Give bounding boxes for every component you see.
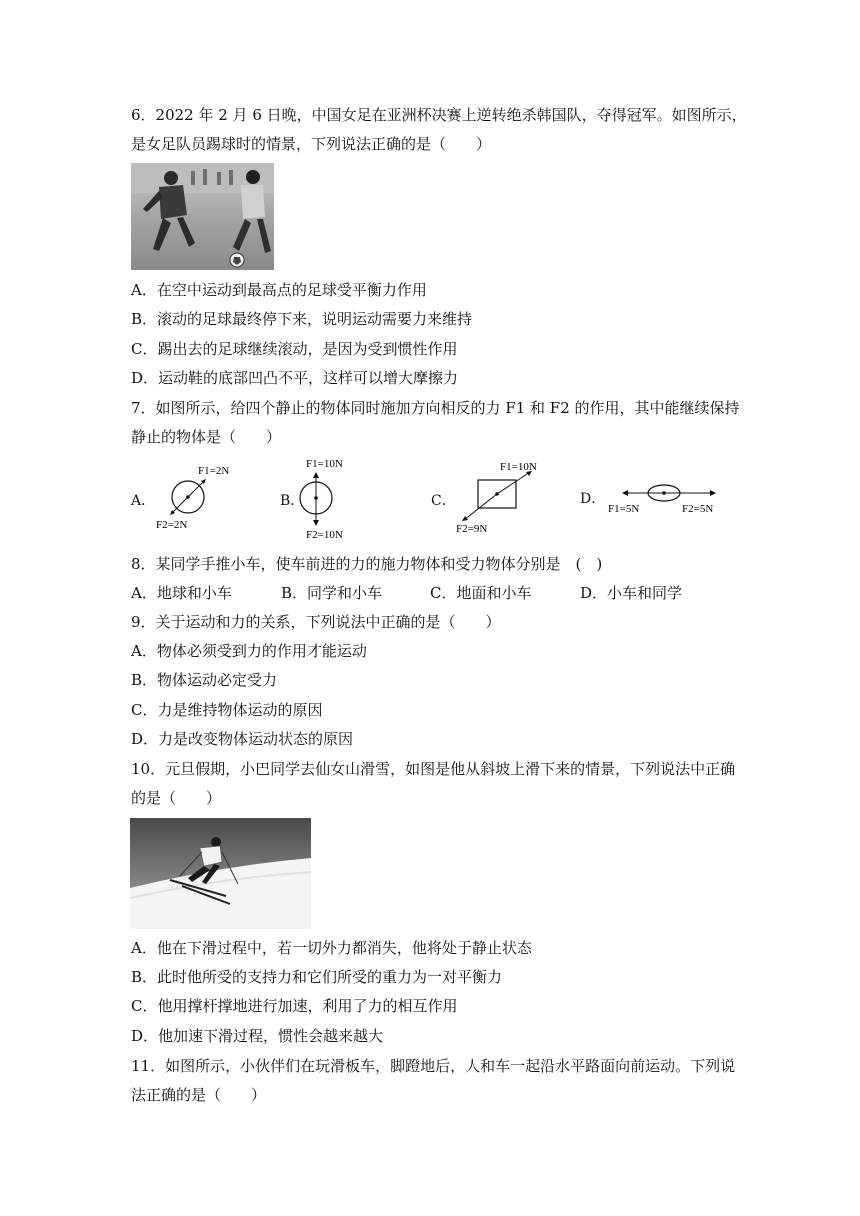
q7-a-f2-label: F2=2N: [156, 519, 188, 531]
q8-option-c: C．地面和小车: [430, 584, 532, 602]
q7-b-f1-label: F1=10N: [306, 458, 343, 470]
q10-option-b: B．此时他所受的支持力和它们所受的重力为一对平衡力: [131, 968, 503, 986]
q7-option-a-figure: [150, 460, 240, 532]
q7-option-a-letter: A．: [131, 493, 156, 509]
q10-option-c: C．他用撑杆撑地进行加速，利用了力的相互作用: [131, 997, 458, 1015]
q7-option-d-letter: D．: [580, 491, 606, 507]
q9-stem: 9．关于运动和力的关系，下列说法中正确的是（ ）: [131, 613, 501, 631]
q7-c-f2-label: F2=9N: [456, 523, 488, 535]
q6-option-a: A．在空中运动到最高点的足球受平衡力作用: [131, 281, 427, 299]
q7-d-f2-label: F2=5N: [682, 503, 714, 515]
q8-option-a: A．地球和小车: [131, 584, 232, 602]
soccer-photo: [131, 163, 274, 270]
q8-stem: 8．某同学手推小车，使车前进的力的施力物体和受力物体分别是 ( ): [131, 555, 603, 573]
q7-stem-line1: 7．如图所示，给四个静止的物体同时施加方向相反的力 F1 和 F2 的作用，其中能继续保持: [131, 399, 740, 417]
q10-option-a: A．他在下滑过程中，若一切外力都消失，他将处于静止状态: [131, 939, 532, 957]
q7-d-f1-label: F1=5N: [608, 503, 640, 515]
q9-option-a: A．物体必须受到力的作用才能运动: [131, 642, 367, 660]
q7-option-c-figure: [450, 458, 560, 538]
q10-stem-line1: 10．元旦假期，小巴同学去仙女山滑雪，如图是他从斜坡上滑下来的情景，下列说法中正确: [131, 760, 736, 778]
q6-option-d: D．运动鞋的底部凹凸不平，这样可以增大摩擦力: [131, 369, 459, 387]
q7-stem-line2: 静止的物体是（ ）: [131, 428, 282, 446]
q6-option-c: C．踢出去的足球继续滚动，是因为受到惯性作用: [131, 340, 458, 358]
q8-option-b: B．同学和小车: [281, 584, 383, 602]
q7-option-b-letter: B．: [280, 493, 305, 509]
q6-stem-line2: 是女足队员踢球时的情景，下列说法正确的是（ ）: [131, 135, 492, 153]
q7-b-f2-label: F2=10N: [306, 529, 343, 541]
q9-option-c: C．力是维持物体运动的原因: [131, 701, 323, 719]
q7-option-c-letter: C．: [431, 493, 456, 509]
q9-option-b: B．物体运动必定受力: [131, 671, 278, 689]
q11-stem-line2: 法正确的是（ ）: [131, 1086, 267, 1104]
q7-option-b-figure: [298, 452, 378, 544]
skiing-photo: [130, 818, 311, 929]
q7-a-f1-label: F1=2N: [198, 465, 230, 477]
q6-stem-line1: 6．2022 年 2 月 6 日晚，中国女足在亚洲杯决赛上逆转绝杀韩国队，夺得冠军。如图所示，: [131, 106, 747, 124]
q10-option-d: D．他加速下滑过程，惯性会越来越大: [131, 1027, 384, 1045]
q11-stem-line1: 11．如图所示，小伙伴们在玩滑板车，脚蹬地后，人和车一起沿水平路面向前运动。下列说: [131, 1057, 736, 1075]
q8-option-d: D．小车和同学: [580, 584, 683, 602]
q9-option-d: D．力是改变物体运动状态的原因: [131, 730, 354, 748]
q6-option-b: B．滚动的足球最终停下来，说明运动需要力来维持: [131, 310, 473, 328]
q10-stem-line2: 的是（ ）: [131, 789, 222, 807]
q7-option-d-figure: [598, 478, 728, 518]
q7-c-f1-label: F1=10N: [500, 461, 537, 473]
